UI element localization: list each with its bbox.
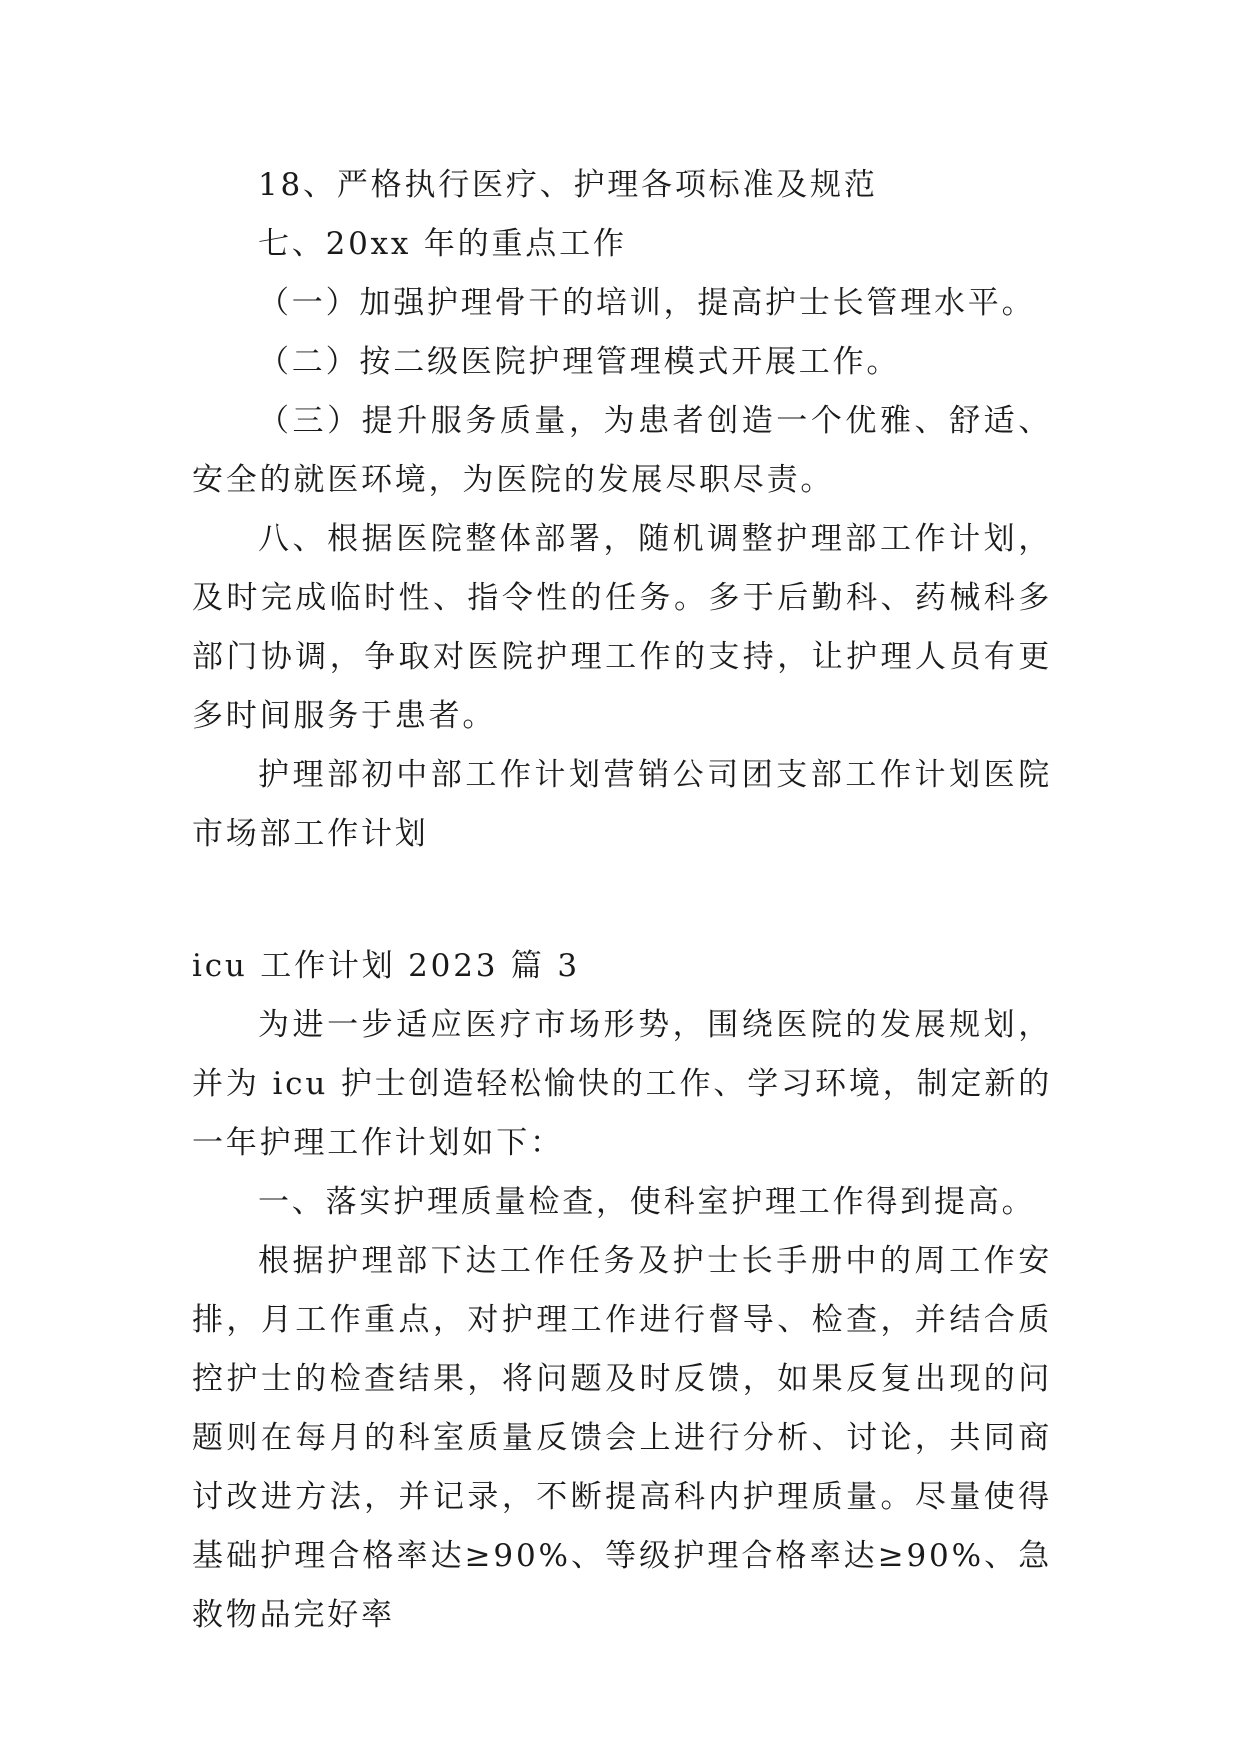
- paragraph-point-one: 一、落实护理质量检查，使科室护理工作得到提高。: [258, 1184, 1036, 1220]
- document-body: [192, 156, 1052, 1645]
- paragraph-related-plans: 护理部初中部工作计划营销公司团支部工作计划医院市场部工作计划: [192, 757, 1052, 852]
- paragraph-section-eight: 八、根据医院整体部署，随机调整护理部工作计划，及时完成临时性、指令性的任务。多于后勤科、药械科多部门协调，争取对医院护理工作的支持，让护理人员有更多时间服务于患者。: [192, 521, 1052, 734]
- paragraph-seven-one: （一）加强护理骨干的培训，提高护士长管理水平。: [258, 285, 1036, 321]
- paragraph-seven-two: （二）按二级医院护理管理模式开展工作。: [258, 344, 901, 380]
- section-gap: [192, 864, 1052, 937]
- paragraph-quality-check: 根据护理部下达工作任务及护士长手册中的周工作安排，月工作重点，对护理工作进行督导、检查，并结合质控护士的检查结果，将问题及时反馈，如果反复出现的问题则在每月的科室质量反馈会上进行分析、讨论，共同商讨改进方法，并记录，不断提高科内护理质量。尽量使得基础护理合格率达≥90%、等级护理合格率达≥90%、急救物品完好率: [192, 1243, 1052, 1633]
- paragraph-section-seven: 七、20xx 年的重点工作: [258, 226, 627, 262]
- paragraph-item-18: 18、严格执行医疗、护理各项标准及规范: [258, 167, 878, 203]
- section-heading: icu 工作计划 2023 篇 3: [192, 948, 580, 984]
- paragraph-intro: 为进一步适应医疗市场形势，围绕医院的发展规划，并为 icu 护士创造轻松愉快的工作、学习环境，制定新的一年护理工作计划如下：: [192, 1007, 1052, 1161]
- paragraph-seven-three: （三）提升服务质量，为患者创造一个优雅、舒适、安全的就医环境，为医院的发展尽职尽责。: [192, 403, 1052, 498]
